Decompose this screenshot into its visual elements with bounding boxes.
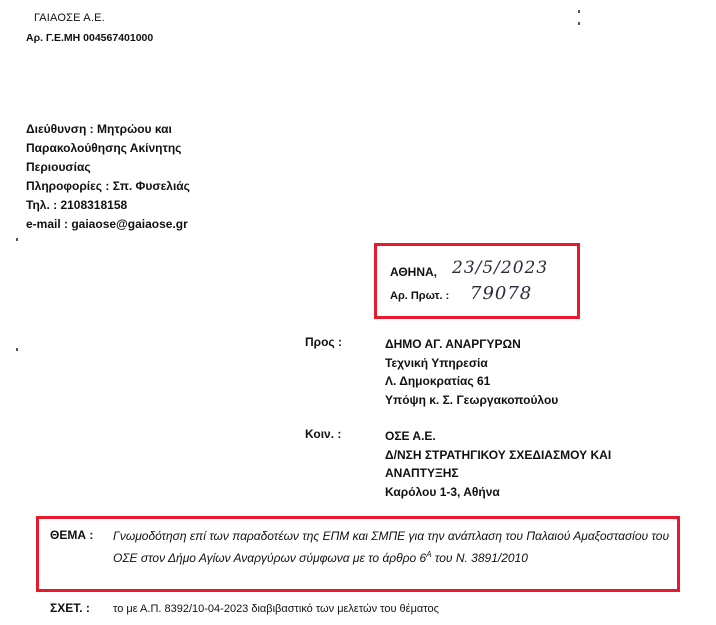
recipient-label: Προς : xyxy=(305,335,342,349)
scan-speck xyxy=(578,22,580,25)
sender-line: e-mail : gaiaose@gaiaose.gr xyxy=(26,217,188,231)
date-label: ΑΘΗΝΑ, xyxy=(390,265,438,279)
registry-number: Αρ. Γ.Ε.ΜΗ 004567401000 xyxy=(26,32,154,44)
sender-line: Διεύθυνση : Μητρώου και xyxy=(26,122,172,136)
cc-line: Καρόλου 1-3, Αθήνα xyxy=(385,484,500,499)
scan-speck xyxy=(16,348,18,351)
recipient-line: Υπόψη κ. Σ. Γεωργακοπούλου xyxy=(385,392,559,407)
cc-line: Δ/ΝΣΗ ΣΤΡΑΤΗΓΙΚΟΥ ΣΧΕΔΙΑΣΜΟΥ ΚΑΙ xyxy=(385,447,612,462)
sender-line: Περιουσίας xyxy=(26,160,91,174)
cc-line: ΑΝΑΠΤΥΞΗΣ xyxy=(385,466,459,480)
handwritten-protocol-number: 79078 xyxy=(470,283,533,304)
recipient-line: Λ. Δημοκρατίας 61 xyxy=(385,374,491,388)
subject-label: ΘΕΜΑ : xyxy=(50,528,94,542)
cc-label: Κοιν. : xyxy=(305,427,342,441)
recipient-line: ΔΗΜΟ ΑΓ. ΑΝΑΡΓΥΡΩΝ xyxy=(385,337,521,351)
subject-text: Γνωμοδότηση επί των παραδοτέων της ΕΠΜ και ΣΜΠΕ για την ανάπλαση του Παλαιού Αμαξοστασίου του ΟΣΕ στον Δήμο Αγίων Αναργύρων σύμφωνα με το άρθρο $6^A$ του Ν. 3891/2010 xyxy=(113,529,670,565)
recipient-line: Τεχνική Υπηρεσία xyxy=(385,355,488,370)
date-highlight-box xyxy=(374,243,580,319)
sender-line: Τηλ. : 2108318158 xyxy=(26,198,128,212)
sender-details xyxy=(26,120,190,234)
related-text: το με Α.Π. 8392/10-04-2023 διαβιβαστικό των μελετών του θέματος xyxy=(113,603,439,615)
protocol-label: Αρ. Πρωτ. : xyxy=(390,290,450,302)
handwritten-date: 23/5/2023 xyxy=(452,258,549,278)
scan-speck xyxy=(578,10,580,13)
superscript-mark: Α xyxy=(426,549,432,559)
organization-name: ΓΑΙΑΟΣΕ Α.Ε. xyxy=(34,12,105,24)
recipient-address xyxy=(385,335,558,409)
scan-speck xyxy=(16,238,18,241)
cc-line: ΟΣΕ Α.Ε. xyxy=(385,429,436,443)
related-label: ΣΧΕΤ. : xyxy=(50,601,90,615)
cc-address xyxy=(385,427,611,501)
sender-line: Πληροφορίες : Σπ. Φυσελιάς xyxy=(26,179,190,193)
sender-line: Παρακολούθησης Ακίνητης xyxy=(26,141,182,155)
